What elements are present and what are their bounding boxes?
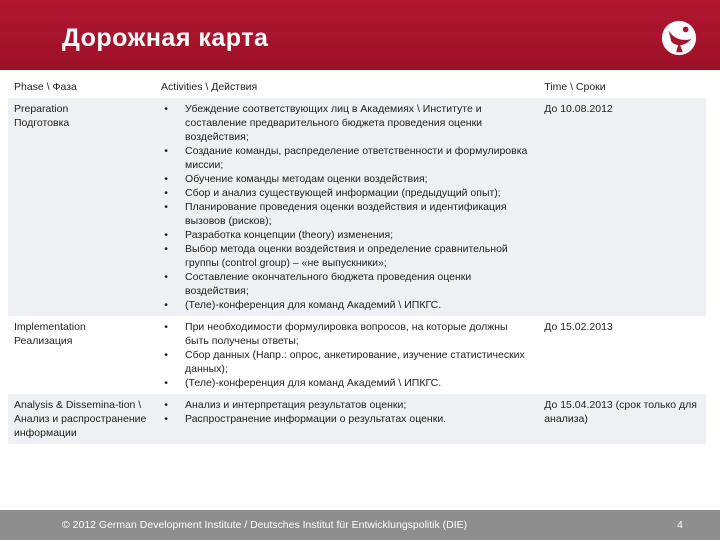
- table-row: [8, 394, 706, 444]
- bullet-icon: •: [164, 299, 168, 311]
- activity-text: Планирование проведения оценки воздействия и идентификация вызовов (рисков);: [185, 201, 507, 227]
- bullet-icon: •: [164, 103, 168, 115]
- activity-text: (Теле)-конференция для команд Академий \ ИПКГС.: [185, 377, 442, 389]
- activity-text: При необходимости формулировка вопросов, на которые должны быть получены ответы;: [185, 321, 508, 347]
- phase-name-ru: Подготовка: [14, 117, 70, 129]
- table-row: [8, 316, 706, 394]
- list-item: [161, 376, 532, 390]
- list-item: [161, 348, 532, 376]
- phase-name-en: Implementation: [14, 321, 86, 333]
- activity-list: [161, 320, 532, 390]
- bullet-icon: •: [164, 243, 168, 255]
- list-item: [161, 398, 532, 412]
- phase-name-en: Preparation: [14, 103, 69, 115]
- activity-text: Разработка концепции (theory) изменения;: [185, 229, 394, 241]
- list-item: [161, 320, 532, 348]
- bullet-icon: •: [164, 377, 168, 389]
- bullet-icon: •: [164, 229, 168, 241]
- time-cell: До 15.02.2013: [538, 316, 706, 394]
- roadmap-table: [8, 76, 706, 444]
- bullet-icon: •: [164, 271, 168, 283]
- bullet-icon: •: [164, 201, 168, 213]
- activity-text: Создание команды, распределение ответственности и формулировка миссии;: [185, 145, 528, 171]
- bullet-icon: •: [164, 399, 168, 411]
- bullet-icon: •: [164, 321, 168, 333]
- bullet-icon: •: [164, 413, 168, 425]
- activity-list: [161, 102, 532, 312]
- list-item: [161, 172, 532, 186]
- list-item: [161, 412, 532, 426]
- slide-title: Дорожная карта: [62, 24, 269, 52]
- activity-text: Составление окончательного бюджета проведения оценки воздействия;: [185, 271, 472, 297]
- phase-cell: [8, 394, 155, 444]
- list-item: [161, 298, 532, 312]
- bullet-icon: •: [164, 145, 168, 157]
- list-item: [161, 144, 532, 172]
- list-item: [161, 102, 532, 144]
- phase-cell: [8, 98, 155, 316]
- activity-text: Убеждение соответствующих лиц в Академиях \ Институте и составление предварительного бюджета проведения оценки воздействия;: [185, 103, 483, 143]
- list-item: [161, 186, 532, 200]
- activity-text: Распространение информации о результатах оценки.: [185, 413, 447, 425]
- activity-text: Обучение команды методам оценки воздействия;: [185, 173, 428, 185]
- title-bar: [0, 0, 720, 70]
- phase-name-en: Analysis & Dissemina-tion \: [14, 399, 142, 411]
- activity-text: Сбор данных (Напр.: опрос, анкетирование, изучение статистических данных);: [185, 349, 525, 375]
- phase-name-ru: Анализ и распространение информации: [14, 413, 147, 439]
- list-item: [161, 228, 532, 242]
- table-row: [8, 98, 706, 316]
- time-cell: До 10.08.2012: [538, 98, 706, 316]
- time-column-header: Time \ Сроки: [538, 76, 706, 98]
- activities-cell: [155, 98, 538, 316]
- activity-text: (Теле)-конференция для команд Академий \ ИПКГС.: [185, 299, 442, 311]
- activities-cell: [155, 394, 538, 444]
- activity-text: Сбор и анализ существующей информации (предыдущий опыт);: [185, 187, 501, 199]
- activities-cell: [155, 316, 538, 394]
- time-cell: До 15.04.2013 (срок только для анализа): [538, 394, 706, 444]
- bullet-icon: •: [164, 187, 168, 199]
- phase-cell: [8, 316, 155, 394]
- bullet-icon: •: [164, 349, 168, 361]
- bullet-icon: •: [164, 173, 168, 185]
- footer-bar: [0, 510, 720, 540]
- die-logo-icon: [660, 19, 698, 57]
- page-number: 4: [677, 519, 683, 531]
- list-item: [161, 270, 532, 298]
- activity-text: Выбор метода оценки воздействия и определение сравнительной группы (control group) – «не выпускники»;: [185, 243, 508, 269]
- phase-column-header: Phase \ Фаза: [8, 76, 155, 98]
- list-item: [161, 200, 532, 228]
- activity-list: [161, 398, 532, 426]
- table-header-row: [8, 76, 706, 98]
- copyright-text: © 2012 German Development Institute / Deutsches Institut für Entwicklungspolitik (DIE): [62, 519, 468, 531]
- list-item: [161, 242, 532, 270]
- phase-name-ru: Реализация: [14, 335, 73, 347]
- activities-column-header: Activities \ Действия: [155, 76, 538, 98]
- activity-text: Анализ и интерпретация результатов оценки;: [185, 399, 407, 411]
